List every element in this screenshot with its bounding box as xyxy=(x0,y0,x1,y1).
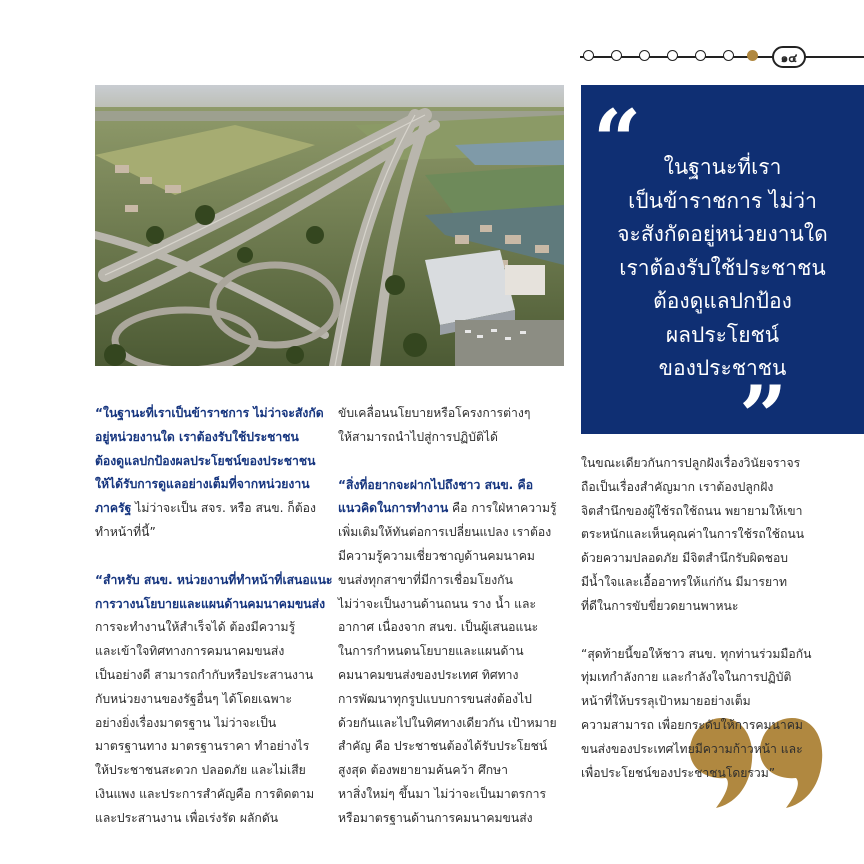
text-line: เพื่อประโยชน์ของประชาชนโดยรวม” xyxy=(581,765,776,780)
text-line: ด้วยกันและไปในทิศทางเดียวกัน เป้าหมาย xyxy=(338,715,557,730)
text-line: ไม่ว่าจะเป็น สจร. หรือ สนข. ก็ต้อง xyxy=(131,501,316,516)
nav-dot xyxy=(723,50,734,61)
paragraph xyxy=(581,643,864,786)
text-line: ในขณะเดียวกันการปลูกฝังเรื่องวินัยจราจร xyxy=(581,456,801,470)
nav-dot xyxy=(639,50,650,61)
paragraph xyxy=(95,402,335,545)
text-line: ทุ่มเทกำลังกาย และกำลังใจในการปฏิบัติ xyxy=(581,670,792,685)
paragraph xyxy=(95,569,335,831)
page-navigation xyxy=(580,46,864,68)
highway-photo xyxy=(95,85,564,366)
pull-quote-line: เป็นข้าราชการ ไม่ว่า xyxy=(628,188,817,213)
text-line: ภาครัฐ xyxy=(95,501,132,516)
text-line: ขับเคลื่อนนโยบายหรือโครงการต่างๆ xyxy=(338,406,531,420)
pull-quote-line: ต้องดูแลปกป้อง xyxy=(653,289,792,313)
nav-line xyxy=(580,56,864,58)
text-line: มาตรฐานทาง มาตรฐานราคา ทำอย่างไร xyxy=(95,739,310,754)
text-line: ความสามารถ เพื่อยกระดับให้การคมนาคม xyxy=(581,717,803,732)
text-line: การจะทำงานให้สำเร็จได้ ต้องมีความรู้ xyxy=(95,620,296,635)
column-3 xyxy=(581,452,864,785)
text-line: เพิ่มเติมให้ทันต่อการเปลี่ยนแปลง เราต้อง xyxy=(338,525,552,540)
text-line: ต้องดูแลปกป้องผลประโยชน์ของประชาชน xyxy=(95,453,316,468)
column-2 xyxy=(338,402,572,831)
paragraph xyxy=(338,474,572,831)
text-line: การวางนโยบายและแผนด้านคมนาคมขนส่ง xyxy=(95,596,326,611)
text-line: “สำหรับ สนข. หน่วยงานที่ทำหน้าที่เสนอแนะ xyxy=(95,572,333,587)
text-line: ที่ดีในการขับขี่ยวดยานพาหนะ xyxy=(581,598,739,613)
pull-quote-line: เราต้องรับใช้ประชาชน xyxy=(619,255,826,280)
pull-quote-text xyxy=(581,151,864,386)
text-line: “สิ่งที่อยากจะฝากไปถึงชาว สนข. คือ xyxy=(338,477,534,492)
pull-quote-line: ของประชาชน xyxy=(658,356,787,380)
text-line: การพัฒนาทุกรูปแบบการขนส่งต้องไป xyxy=(338,691,532,706)
text-line: ถือเป็นเรื่องสำคัญมาก เราต้องปลูกฝัง xyxy=(581,479,774,494)
nav-dot xyxy=(583,50,594,61)
text-line: ให้สามารถนำไปสู่การปฏิบัติได้ xyxy=(338,429,498,444)
text-line: อย่างยิ่งเรื่องมาตรฐาน ไม่ว่าจะเป็น xyxy=(95,715,277,730)
pull-quote-line: ในฐานะที่เรา xyxy=(663,155,782,179)
text-line: ตระหนักและเห็นคุณค่าในการใช้รถใช้ถนน xyxy=(581,527,805,542)
text-line: หาสิ่งใหม่ๆ ขึ้นมา ไม่ว่าจะเป็นมาตรการ xyxy=(338,786,546,801)
text-line: ไม่ว่าจะเป็นงานด้านถนน ราง น้ำ และ xyxy=(338,596,537,611)
text-line: กับหน่วยงานของรัฐอื่นๆ ได้โดยเฉพาะ xyxy=(95,691,293,706)
text-line: ขนส่งทุกสาขาที่มีการเชื่อมโยงกัน xyxy=(338,572,513,587)
column-1 xyxy=(95,402,335,831)
text-line: และประสานงาน เพื่อเร่งรัด ผลักดัน xyxy=(95,810,279,825)
page-number: ๑๔ xyxy=(772,46,806,68)
text-line: เงินแพง และประการสำคัญคือ การติดตาม xyxy=(95,786,315,801)
text-line: หน้าที่ให้บรรลุเป้าหมายอย่างเต็ม xyxy=(581,694,751,709)
text-line: คมนาคมขนส่งของประเทศ ทิศทาง xyxy=(338,667,519,682)
pull-quote-line: ผลประโยชน์ xyxy=(665,322,780,347)
text-line: อยู่หน่วยงานใด เราต้องรับใช้ประชาชน xyxy=(95,429,299,444)
text-line: แนวคิดในการทำงาน xyxy=(338,501,449,516)
text-line: จิตสำนึกของผู้ใช้รถใช้ถนน พยายามให้เขา xyxy=(581,503,803,518)
text-line: และเข้าใจทิศทางการคมนาคมขนส่ง xyxy=(95,644,285,659)
nav-dot xyxy=(695,50,706,61)
text-line: ด้วยความปลอดภัย มีจิตสำนึกรับผิดชอบ xyxy=(581,551,789,566)
text-line: ให้ประชาชนสะดวก ปลอดภัย และไม่เสีย xyxy=(95,763,306,778)
text-line: “สุดท้ายนี้ขอให้ชาว สนข. ทุกท่านร่วมมือกัน xyxy=(581,646,812,661)
open-quote-icon: “ xyxy=(593,91,642,190)
text-line: ทำหน้าที่นี้” xyxy=(95,524,156,539)
text-line: สำคัญ คือ ประชาชนต้องได้รับประโยชน์ xyxy=(338,739,548,754)
paragraph xyxy=(581,452,864,619)
close-quote-icon: ” xyxy=(739,367,788,466)
text-line: คือ การใฝ่หาความรู้ xyxy=(448,501,557,516)
text-line: มีความรู้ความเชี่ยวชาญด้านคมนาคม xyxy=(338,548,535,563)
paragraph xyxy=(338,402,572,450)
text-line: มีน้ำใจและเอื้ออาทรให้แก่กัน มีมารยาท xyxy=(581,574,787,589)
text-line: ขนส่งของประเทศไทยมีความก้าวหน้า และ xyxy=(581,741,803,756)
nav-dot-active xyxy=(747,50,758,61)
nav-dot xyxy=(611,50,622,61)
text-line: ในการกำหนดนโยบายและแผนด้าน xyxy=(338,644,524,659)
text-line: ให้ได้รับการดูแลอย่างเต็มที่จากหน่วยงาน xyxy=(95,477,310,492)
text-line: “ในฐานะที่เราเป็นข้าราชการ ไม่ว่าจะสังกัด xyxy=(95,406,324,420)
pull-quote-line: จะสังกัดอยู่หน่วยงานใด xyxy=(617,222,828,246)
text-line: สูงสุด ต้องพยายามค้นคว้า ศึกษา xyxy=(338,763,509,778)
text-line: อากาศ เนื่องจาก สนข. เป็นผู้เสนอแนะ xyxy=(338,620,539,635)
nav-dot xyxy=(667,50,678,61)
text-line: เป็นอย่างดี สามารถกำกับหรือประสานงาน xyxy=(95,667,314,682)
text-line: หรือมาตรฐานด้านการคมนาคมขนส่ง xyxy=(338,810,533,825)
